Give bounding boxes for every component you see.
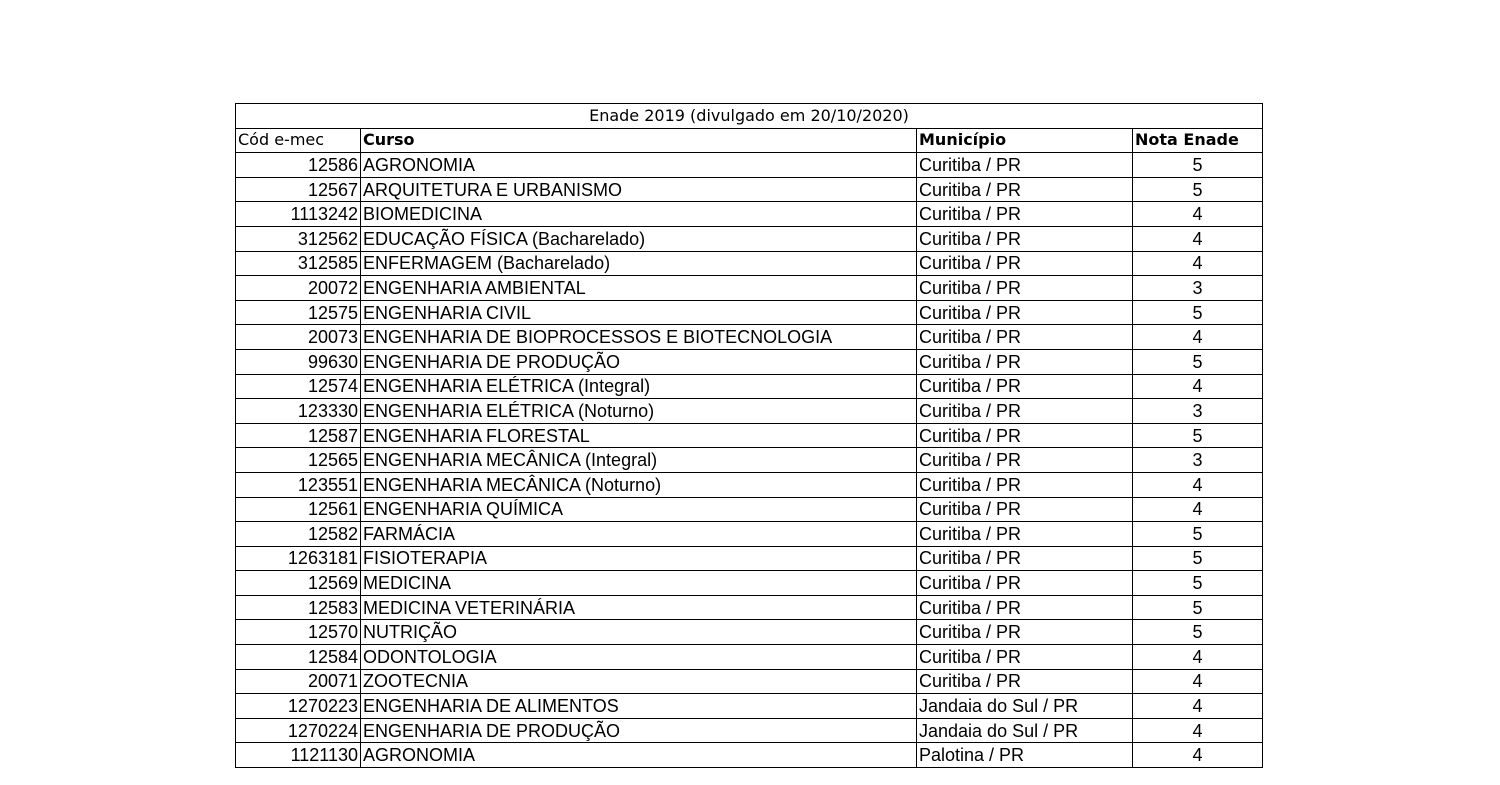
cell-course: ENGENHARIA DE PRODUÇÃO xyxy=(361,349,917,374)
cell-code: 12582 xyxy=(236,522,361,547)
cell-grade: 5 xyxy=(1133,546,1263,571)
table-row xyxy=(236,645,1263,670)
cell-course: ARQUITETURA E URBANISMO xyxy=(361,177,917,202)
cell-course: ENGENHARIA DE BIOPROCESSOS E BIOTECNOLOGIA xyxy=(361,325,917,350)
table-row xyxy=(236,153,1263,178)
cell-grade: 5 xyxy=(1133,300,1263,325)
table-row xyxy=(236,497,1263,522)
cell-city: Curitiba / PR xyxy=(917,448,1133,473)
cell-grade: 5 xyxy=(1133,595,1263,620)
table-row xyxy=(236,522,1263,547)
cell-grade: 4 xyxy=(1133,374,1263,399)
cell-course: MEDICINA VETERINÁRIA xyxy=(361,595,917,620)
cell-grade: 4 xyxy=(1133,202,1263,227)
table-row xyxy=(236,423,1263,448)
cell-course: MEDICINA xyxy=(361,571,917,596)
cell-course: ENFERMAGEM (Bacharelado) xyxy=(361,251,917,276)
cell-course: FARMÁCIA xyxy=(361,522,917,547)
cell-course: ENGENHARIA MECÂNICA (Integral) xyxy=(361,448,917,473)
cell-city: Curitiba / PR xyxy=(917,349,1133,374)
table-row xyxy=(236,226,1263,251)
cell-code: 1270224 xyxy=(236,718,361,743)
cell-city: Curitiba / PR xyxy=(917,571,1133,596)
cell-grade: 5 xyxy=(1133,522,1263,547)
cell-code: 20071 xyxy=(236,669,361,694)
table-header-row xyxy=(236,128,1263,153)
cell-grade: 3 xyxy=(1133,276,1263,301)
cell-course: ENGENHARIA DE PRODUÇÃO xyxy=(361,718,917,743)
cell-city: Curitiba / PR xyxy=(917,177,1133,202)
table-row xyxy=(236,448,1263,473)
cell-city: Curitiba / PR xyxy=(917,251,1133,276)
cell-city: Curitiba / PR xyxy=(917,669,1133,694)
cell-city: Curitiba / PR xyxy=(917,497,1133,522)
table-row xyxy=(236,177,1263,202)
cell-code: 1121130 xyxy=(236,743,361,768)
cell-course: NUTRIÇÃO xyxy=(361,620,917,645)
table-row xyxy=(236,571,1263,596)
cell-city: Curitiba / PR xyxy=(917,374,1133,399)
cell-code: 312562 xyxy=(236,226,361,251)
cell-code: 1113242 xyxy=(236,202,361,227)
table-caption-row xyxy=(236,104,1263,129)
cell-course: ENGENHARIA ELÉTRICA (Integral) xyxy=(361,374,917,399)
header-city: Município xyxy=(917,128,1133,153)
cell-code: 12565 xyxy=(236,448,361,473)
cell-code: 12575 xyxy=(236,300,361,325)
cell-code: 312585 xyxy=(236,251,361,276)
cell-grade: 5 xyxy=(1133,349,1263,374)
cell-city: Curitiba / PR xyxy=(917,620,1133,645)
cell-code: 12567 xyxy=(236,177,361,202)
cell-code: 12586 xyxy=(236,153,361,178)
cell-course: ENGENHARIA FLORESTAL xyxy=(361,423,917,448)
cell-code: 12584 xyxy=(236,645,361,670)
cell-grade: 5 xyxy=(1133,153,1263,178)
cell-city: Palotina / PR xyxy=(917,743,1133,768)
header-course: Curso xyxy=(361,128,917,153)
enade-table xyxy=(235,103,1263,768)
cell-grade: 3 xyxy=(1133,399,1263,424)
table-row xyxy=(236,669,1263,694)
cell-course: ENGENHARIA CIVIL xyxy=(361,300,917,325)
cell-grade: 4 xyxy=(1133,718,1263,743)
cell-grade: 3 xyxy=(1133,448,1263,473)
cell-code: 12561 xyxy=(236,497,361,522)
table-row xyxy=(236,251,1263,276)
cell-course: BIOMEDICINA xyxy=(361,202,917,227)
cell-code: 20072 xyxy=(236,276,361,301)
cell-code: 1270223 xyxy=(236,694,361,719)
cell-code: 12587 xyxy=(236,423,361,448)
cell-city: Curitiba / PR xyxy=(917,325,1133,350)
table-row xyxy=(236,620,1263,645)
table-row xyxy=(236,276,1263,301)
table-row xyxy=(236,349,1263,374)
cell-grade: 5 xyxy=(1133,423,1263,448)
cell-city: Curitiba / PR xyxy=(917,399,1133,424)
table-row xyxy=(236,300,1263,325)
cell-course: AGRONOMIA xyxy=(361,743,917,768)
cell-city: Curitiba / PR xyxy=(917,472,1133,497)
cell-code: 12569 xyxy=(236,571,361,596)
cell-code: 20073 xyxy=(236,325,361,350)
cell-city: Curitiba / PR xyxy=(917,226,1133,251)
table-row xyxy=(236,743,1263,768)
cell-city: Jandaia do Sul / PR xyxy=(917,694,1133,719)
cell-city: Curitiba / PR xyxy=(917,423,1133,448)
table-body xyxy=(236,153,1263,768)
cell-grade: 5 xyxy=(1133,177,1263,202)
cell-city: Curitiba / PR xyxy=(917,300,1133,325)
header-grade: Nota Enade xyxy=(1133,128,1263,153)
table-caption: Enade 2019 (divulgado em 20/10/2020) xyxy=(236,104,1263,129)
cell-grade: 4 xyxy=(1133,694,1263,719)
cell-course: ENGENHARIA AMBIENTAL xyxy=(361,276,917,301)
cell-grade: 4 xyxy=(1133,743,1263,768)
table-row xyxy=(236,374,1263,399)
cell-city: Curitiba / PR xyxy=(917,595,1133,620)
cell-grade: 4 xyxy=(1133,645,1263,670)
table-row xyxy=(236,546,1263,571)
cell-grade: 4 xyxy=(1133,251,1263,276)
cell-code: 12574 xyxy=(236,374,361,399)
cell-course: EDUCAÇÃO FÍSICA (Bacharelado) xyxy=(361,226,917,251)
cell-code: 99630 xyxy=(236,349,361,374)
cell-code: 12570 xyxy=(236,620,361,645)
cell-grade: 4 xyxy=(1133,472,1263,497)
cell-grade: 4 xyxy=(1133,325,1263,350)
cell-grade: 4 xyxy=(1133,669,1263,694)
cell-course: ENGENHARIA MECÂNICA (Noturno) xyxy=(361,472,917,497)
table-row xyxy=(236,472,1263,497)
table-row xyxy=(236,325,1263,350)
table-row xyxy=(236,202,1263,227)
table-row xyxy=(236,595,1263,620)
cell-grade: 4 xyxy=(1133,497,1263,522)
cell-city: Curitiba / PR xyxy=(917,645,1133,670)
table-row xyxy=(236,718,1263,743)
cell-city: Curitiba / PR xyxy=(917,153,1133,178)
cell-course: AGRONOMIA xyxy=(361,153,917,178)
cell-city: Curitiba / PR xyxy=(917,546,1133,571)
cell-course: ZOOTECNIA xyxy=(361,669,917,694)
cell-course: ENGENHARIA DE ALIMENTOS xyxy=(361,694,917,719)
cell-course: ODONTOLOGIA xyxy=(361,645,917,670)
cell-city: Curitiba / PR xyxy=(917,202,1133,227)
cell-code: 123330 xyxy=(236,399,361,424)
cell-city: Curitiba / PR xyxy=(917,522,1133,547)
table-row xyxy=(236,694,1263,719)
cell-code: 123551 xyxy=(236,472,361,497)
header-code: Cód e-mec xyxy=(236,128,361,153)
cell-course: ENGENHARIA ELÉTRICA (Noturno) xyxy=(361,399,917,424)
cell-code: 12583 xyxy=(236,595,361,620)
cell-code: 1263181 xyxy=(236,546,361,571)
table-row xyxy=(236,399,1263,424)
cell-city: Jandaia do Sul / PR xyxy=(917,718,1133,743)
cell-grade: 4 xyxy=(1133,226,1263,251)
cell-grade: 5 xyxy=(1133,571,1263,596)
cell-city: Curitiba / PR xyxy=(917,276,1133,301)
cell-course: FISIOTERAPIA xyxy=(361,546,917,571)
cell-course: ENGENHARIA QUÍMICA xyxy=(361,497,917,522)
cell-grade: 5 xyxy=(1133,620,1263,645)
